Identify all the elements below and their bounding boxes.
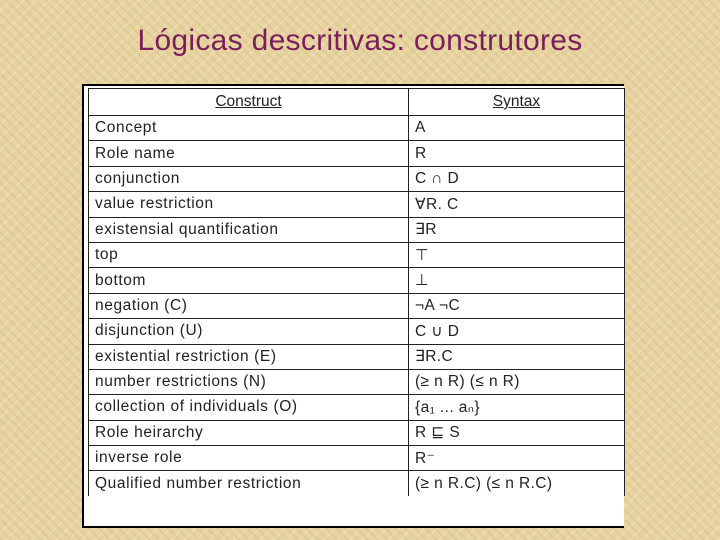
construct-cell: bottom: [89, 268, 409, 293]
constructs-table-frame: [82, 84, 624, 528]
construct-cell: Role name: [89, 141, 409, 166]
construct-cell: existensial quantification: [89, 217, 409, 242]
table-row: [89, 293, 625, 318]
syntax-cell: ¬A ¬C: [409, 293, 625, 318]
construct-cell: negation (C): [89, 293, 409, 318]
constructs-table: [88, 88, 625, 496]
construct-cell: inverse role: [89, 446, 409, 471]
table-row: [89, 420, 625, 445]
table-header-row: [89, 89, 625, 116]
table-row: [89, 268, 625, 293]
syntax-cell: ∃R.C: [409, 344, 625, 369]
syntax-cell: C ∩ D: [409, 166, 625, 191]
table-row: [89, 192, 625, 217]
table-row: [89, 116, 625, 141]
construct-cell: collection of individuals (O): [89, 395, 409, 420]
syntax-cell: ⊤: [409, 242, 625, 267]
table-row: [89, 446, 625, 471]
construct-cell: top: [89, 242, 409, 267]
header-syntax: Syntax: [409, 89, 625, 116]
construct-cell: number restrictions (N): [89, 369, 409, 394]
table-row: [89, 217, 625, 242]
table-row: [89, 344, 625, 369]
table-row: [89, 141, 625, 166]
header-construct: Construct: [89, 89, 409, 116]
table-row: [89, 471, 625, 496]
construct-cell: Qualified number restriction: [89, 471, 409, 496]
slide-title: Lógicas descritivas: construtores: [137, 24, 583, 57]
syntax-cell: R ⊑ S: [409, 420, 625, 445]
syntax-cell: ∀R. C: [409, 192, 625, 217]
construct-cell: conjunction: [89, 166, 409, 191]
syntax-cell: A: [409, 116, 625, 141]
syntax-cell: {a₁ ... aₙ}: [409, 395, 625, 420]
syntax-cell: R: [409, 141, 625, 166]
syntax-cell: C ∪ D: [409, 319, 625, 344]
construct-cell: value restriction: [89, 192, 409, 217]
syntax-cell: (≥ n R) (≤ n R): [409, 369, 625, 394]
table-row: [89, 395, 625, 420]
syntax-cell: R⁻: [409, 446, 625, 471]
syntax-cell: ∃R: [409, 217, 625, 242]
construct-cell: Role heirarchy: [89, 420, 409, 445]
construct-cell: disjunction (U): [89, 319, 409, 344]
construct-cell: existential restriction (E): [89, 344, 409, 369]
table-row: [89, 319, 625, 344]
syntax-cell: (≥ n R.C) (≤ n R.C): [409, 471, 625, 496]
table-row: [89, 242, 625, 267]
syntax-cell: ⊥: [409, 268, 625, 293]
construct-cell: Concept: [89, 116, 409, 141]
table-row: [89, 369, 625, 394]
table-row: [89, 166, 625, 191]
